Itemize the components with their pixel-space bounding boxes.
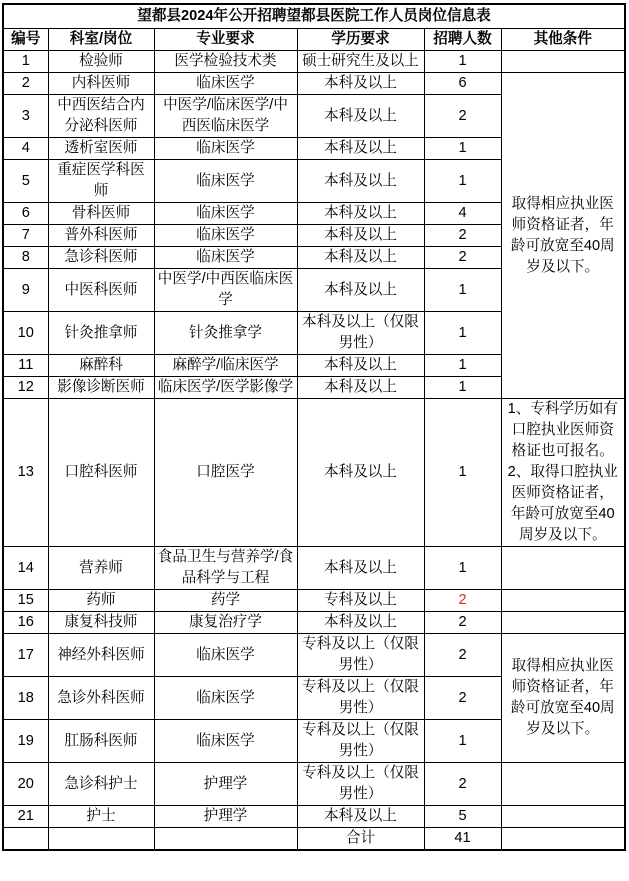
dept-cell: 药师: [48, 590, 154, 612]
other-conditions-cell: [501, 806, 625, 828]
table-row: [3, 634, 625, 677]
dept-cell: 肛肠科医师: [48, 720, 154, 763]
count-cell: 5: [424, 806, 501, 828]
count-cell: 2: [424, 612, 501, 634]
edu-cell: 本科及以上: [297, 399, 424, 547]
count-cell: 1: [424, 355, 501, 377]
count-cell: 1: [424, 399, 501, 547]
major-cell: 临床医学: [154, 720, 297, 763]
edu-cell: 本科及以上: [297, 269, 424, 312]
table-row: [3, 763, 625, 806]
major-cell: 临床医学: [154, 634, 297, 677]
count-cell: 2: [424, 225, 501, 247]
major-cell: 临床医学/医学影像学: [154, 377, 297, 399]
table-title: 望都县2024年公开招聘望都县医院工作人员岗位信息表: [3, 4, 625, 29]
edu-cell: 专科及以上（仅限男性）: [297, 720, 424, 763]
major-cell: 护理学: [154, 763, 297, 806]
edu-cell: 本科及以上: [297, 806, 424, 828]
major-cell: 康复治疗学: [154, 612, 297, 634]
edu-cell: 本科及以上: [297, 547, 424, 590]
other-conditions-cell: [501, 547, 625, 590]
edu-cell: 本科及以上: [297, 612, 424, 634]
row-number-cell: 18: [3, 677, 48, 720]
edu-cell: 专科及以上（仅限男性）: [297, 763, 424, 806]
count-cell: 2: [424, 763, 501, 806]
count-cell: 4: [424, 203, 501, 225]
major-cell: 临床医学: [154, 73, 297, 95]
count-cell: 1: [424, 312, 501, 355]
dept-cell: 急诊外科医师: [48, 677, 154, 720]
total-label-cell: 合计: [297, 828, 424, 851]
edu-cell: 专科及以上（仅限男性）: [297, 634, 424, 677]
edu-cell: 本科及以上: [297, 73, 424, 95]
edu-cell: 本科及以上: [297, 355, 424, 377]
title-row: [3, 4, 625, 29]
total-empty-major: [154, 828, 297, 851]
other-conditions-cell: [501, 612, 625, 634]
dept-cell: 麻醉科: [48, 355, 154, 377]
count-cell: 2: [424, 95, 501, 138]
dept-cell: 骨科医师: [48, 203, 154, 225]
row-number-cell: 14: [3, 547, 48, 590]
count-cell: 2: [424, 634, 501, 677]
dept-cell: 急诊科护士: [48, 763, 154, 806]
edu-cell: 本科及以上（仅限男性）: [297, 312, 424, 355]
row-number-cell: 4: [3, 138, 48, 160]
count-cell: 1: [424, 720, 501, 763]
table-row: [3, 51, 625, 73]
major-cell: 医学检验技术类: [154, 51, 297, 73]
row-number-cell: 16: [3, 612, 48, 634]
major-cell: 临床医学: [154, 203, 297, 225]
other-conditions-cell: [501, 763, 625, 806]
job-position-table: [2, 3, 626, 851]
other-conditions-cell: 1、专科学历如有口腔执业医师资格证也可报名。2、取得口腔执业医师资格证者，年龄可放宽至40周岁及以下。: [501, 399, 625, 547]
count-cell: 6: [424, 73, 501, 95]
major-cell: 中医学/中西医临床医学: [154, 269, 297, 312]
row-number-cell: 6: [3, 203, 48, 225]
other-conditions-cell: [501, 590, 625, 612]
dept-cell: 针灸推拿师: [48, 312, 154, 355]
table-row: [3, 399, 625, 547]
dept-cell: 护士: [48, 806, 154, 828]
edu-cell: 本科及以上: [297, 247, 424, 269]
column-header-other: 其他条件: [501, 29, 625, 51]
row-number-cell: 5: [3, 160, 48, 203]
table-row: [3, 73, 625, 95]
dept-cell: 普外科医师: [48, 225, 154, 247]
major-cell: 口腔医学: [154, 399, 297, 547]
edu-cell: 专科及以上（仅限男性）: [297, 677, 424, 720]
edu-cell: 本科及以上: [297, 203, 424, 225]
count-cell: 2: [424, 677, 501, 720]
total-empty-no: [3, 828, 48, 851]
row-number-cell: 3: [3, 95, 48, 138]
count-cell: 1: [424, 547, 501, 590]
major-cell: 临床医学: [154, 160, 297, 203]
total-count-cell: 41: [424, 828, 501, 851]
total-row: [3, 828, 625, 851]
header-row: [3, 29, 625, 51]
edu-cell: 本科及以上: [297, 138, 424, 160]
edu-cell: 本科及以上: [297, 160, 424, 203]
column-header-major: 专业要求: [154, 29, 297, 51]
dept-cell: 中医科医师: [48, 269, 154, 312]
table-row: [3, 806, 625, 828]
row-number-cell: 7: [3, 225, 48, 247]
row-number-cell: 1: [3, 51, 48, 73]
row-number-cell: 12: [3, 377, 48, 399]
table-row: [3, 590, 625, 612]
total-empty-other: [501, 828, 625, 851]
count-cell: 2: [424, 247, 501, 269]
dept-cell: 重症医学科医师: [48, 160, 154, 203]
edu-cell: 本科及以上: [297, 225, 424, 247]
count-cell: 1: [424, 269, 501, 312]
edu-cell: 专科及以上: [297, 590, 424, 612]
column-header-count: 招聘人数: [424, 29, 501, 51]
major-cell: 中医学/临床医学/中西医临床医学: [154, 95, 297, 138]
dept-cell: 口腔科医师: [48, 399, 154, 547]
dept-cell: 影像诊断医师: [48, 377, 154, 399]
major-cell: 护理学: [154, 806, 297, 828]
major-cell: 临床医学: [154, 677, 297, 720]
column-header-edu: 学历要求: [297, 29, 424, 51]
count-cell: 2: [424, 590, 501, 612]
dept-cell: 神经外科医师: [48, 634, 154, 677]
major-cell: 药学: [154, 590, 297, 612]
dept-cell: 透析室医师: [48, 138, 154, 160]
row-number-cell: 2: [3, 73, 48, 95]
table-row: [3, 547, 625, 590]
other-conditions-cell: 取得相应执业医师资格证者，年龄可放宽至40周岁及以下。: [501, 73, 625, 399]
table-body: [3, 51, 625, 851]
major-cell: 临床医学: [154, 138, 297, 160]
major-cell: 食品卫生与营养学/食品科学与工程: [154, 547, 297, 590]
other-conditions-cell: 取得相应执业医师资格证者，年龄可放宽至40周岁及以下。: [501, 634, 625, 763]
count-cell: 1: [424, 377, 501, 399]
count-cell: 1: [424, 51, 501, 73]
edu-cell: 本科及以上: [297, 377, 424, 399]
major-cell: 麻醉学/临床医学: [154, 355, 297, 377]
major-cell: 临床医学: [154, 225, 297, 247]
column-header-dept: 科室/岗位: [48, 29, 154, 51]
row-number-cell: 13: [3, 399, 48, 547]
major-cell: 临床医学: [154, 247, 297, 269]
row-number-cell: 10: [3, 312, 48, 355]
edu-cell: 本科及以上: [297, 95, 424, 138]
dept-cell: 内科医师: [48, 73, 154, 95]
row-number-cell: 17: [3, 634, 48, 677]
count-cell: 1: [424, 138, 501, 160]
table-row: [3, 612, 625, 634]
dept-cell: 急诊科医师: [48, 247, 154, 269]
dept-cell: 中西医结合内分泌科医师: [48, 95, 154, 138]
row-number-cell: 15: [3, 590, 48, 612]
total-empty-dept: [48, 828, 154, 851]
dept-cell: 康复科技师: [48, 612, 154, 634]
row-number-cell: 19: [3, 720, 48, 763]
column-header-no: 编号: [3, 29, 48, 51]
edu-cell: 硕士研究生及以上: [297, 51, 424, 73]
row-number-cell: 9: [3, 269, 48, 312]
count-cell: 1: [424, 160, 501, 203]
row-number-cell: 11: [3, 355, 48, 377]
row-number-cell: 21: [3, 806, 48, 828]
major-cell: 针灸推拿学: [154, 312, 297, 355]
row-number-cell: 8: [3, 247, 48, 269]
dept-cell: 营养师: [48, 547, 154, 590]
other-conditions-cell: [501, 51, 625, 73]
dept-cell: 检验师: [48, 51, 154, 73]
row-number-cell: 20: [3, 763, 48, 806]
